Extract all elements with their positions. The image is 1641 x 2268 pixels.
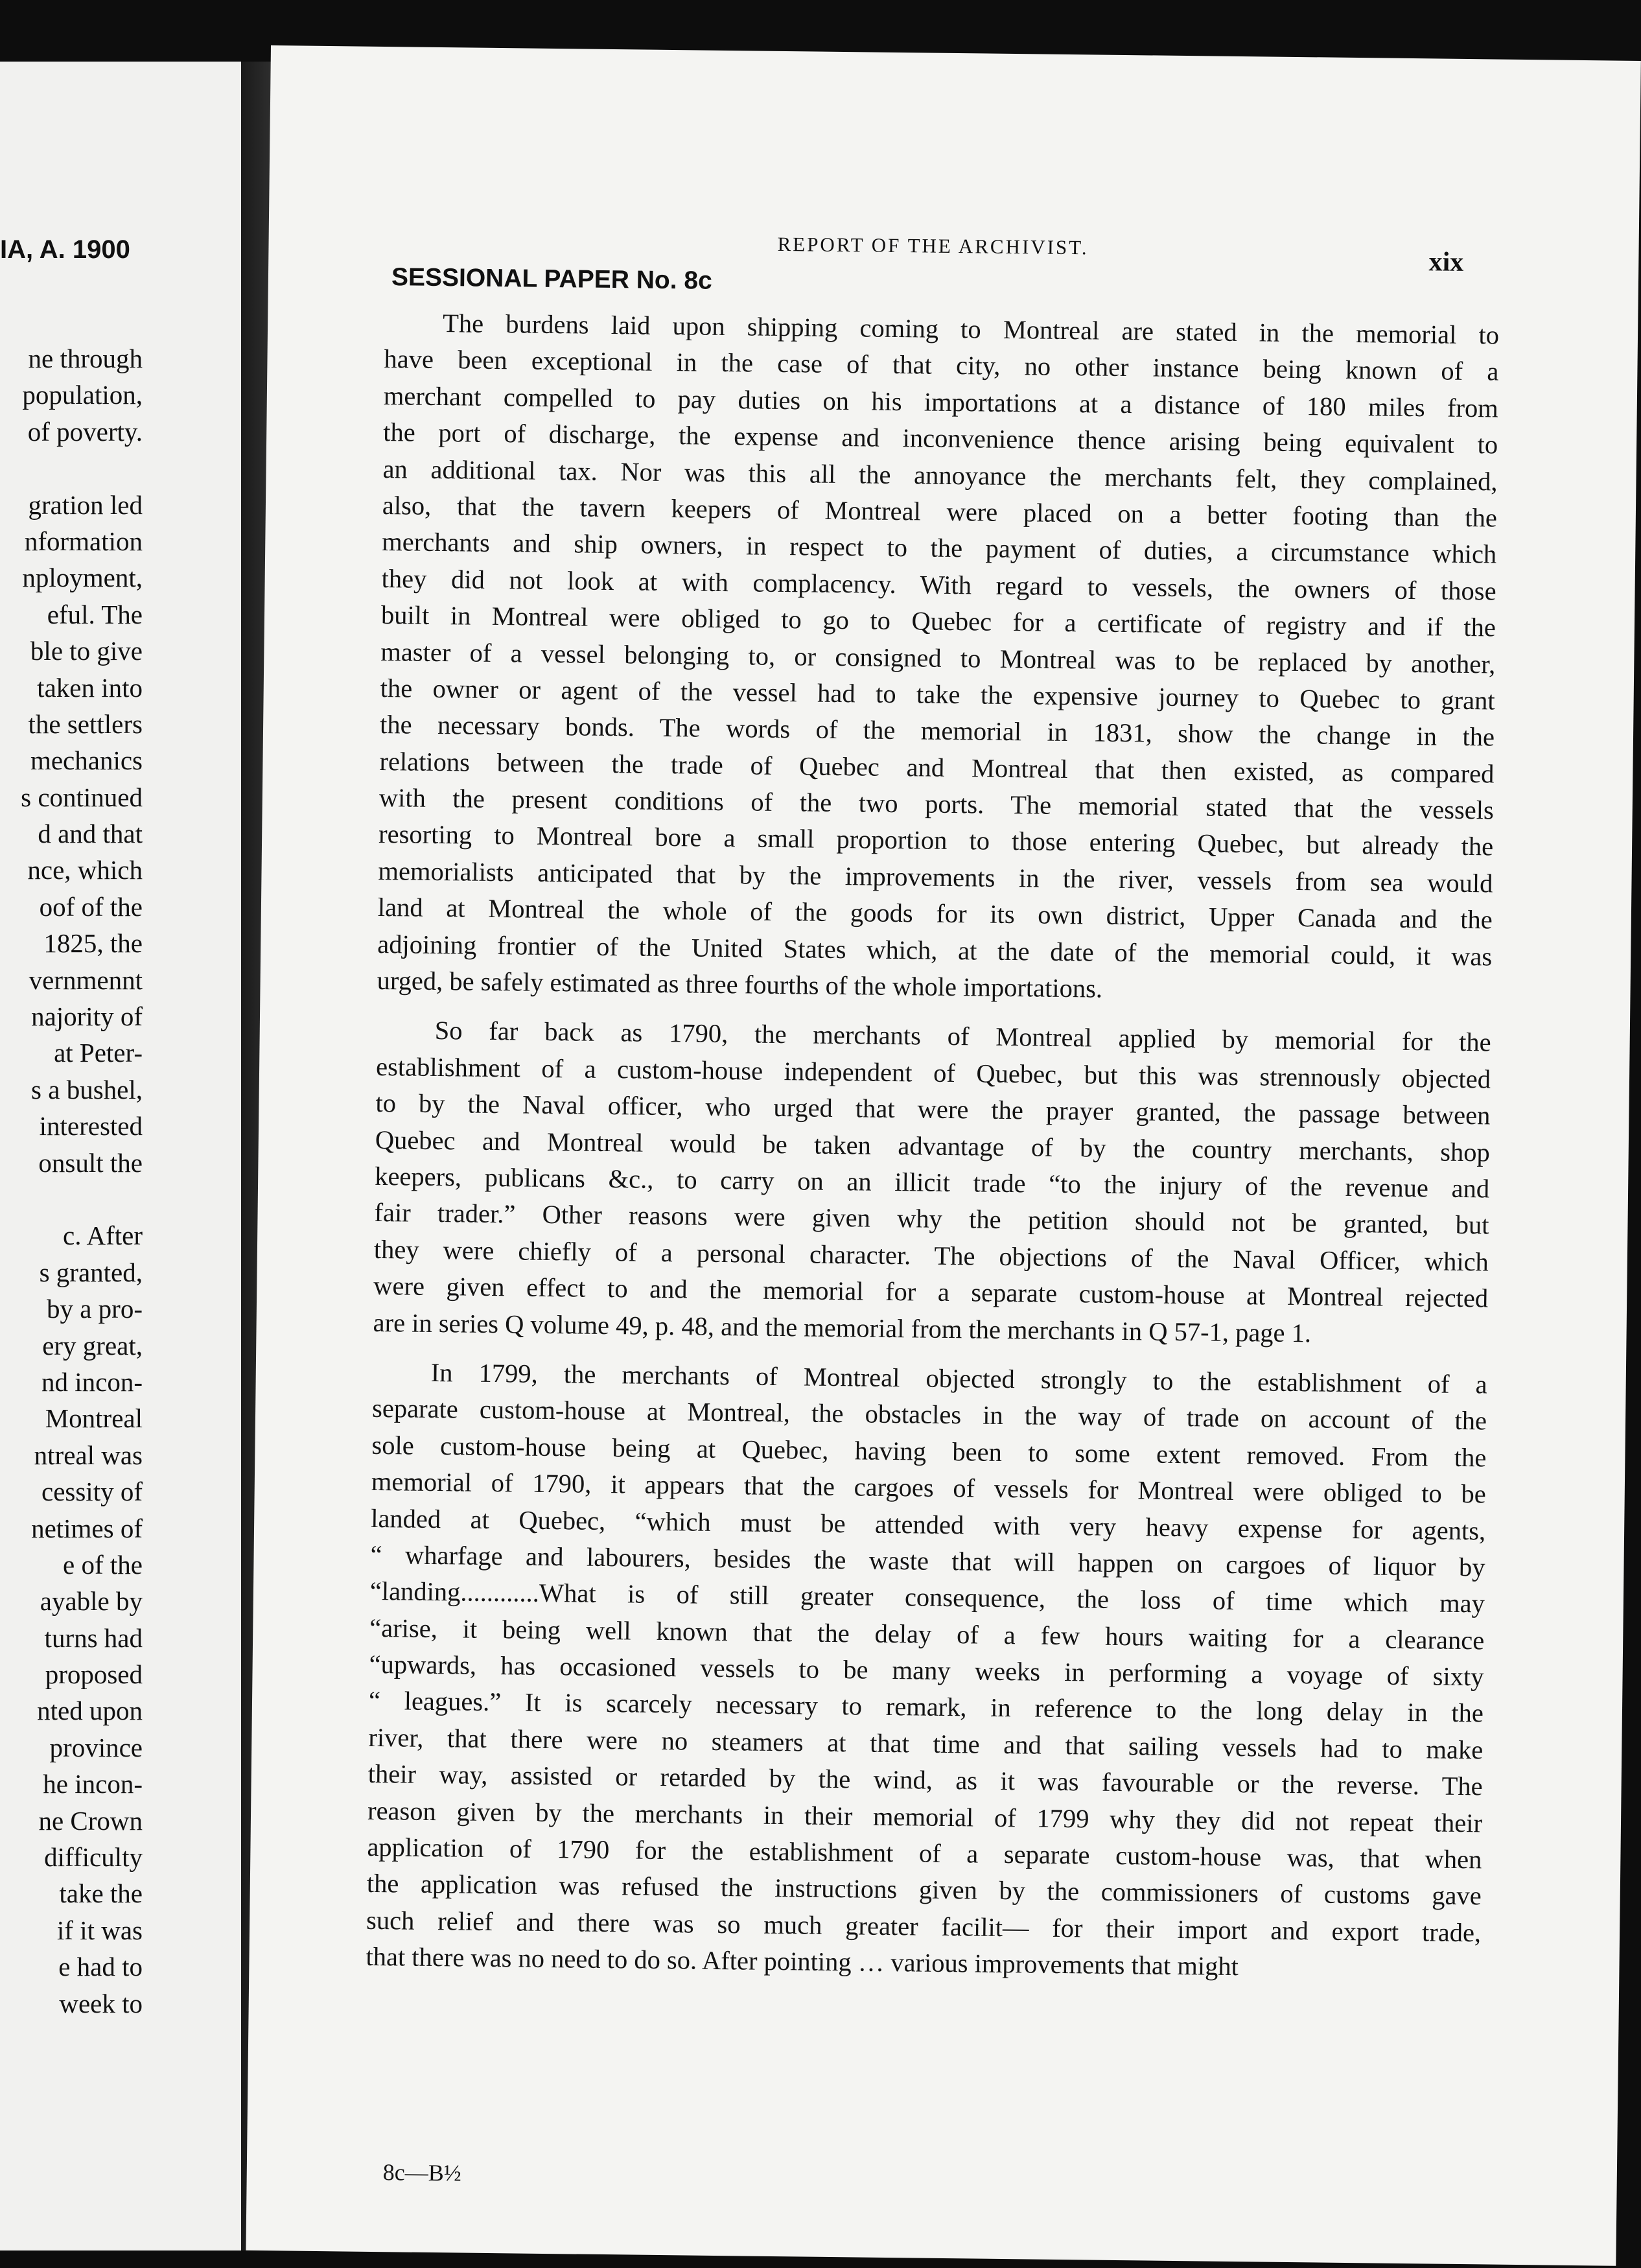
text-line: “ wharfage and labourers, besides the waste that will happen on cargoes of liquor by [370,1539,1485,1582]
text-line: “ leagues.” It is scarcely necessary to remark, in reference to the long delay in the [368,1686,1484,1728]
text-line: they did not look at with complacency. With regard to vessels, the owners of those [381,563,1496,606]
left-text-line: eful. The [47,599,143,629]
left-text-line: proposed [45,1659,143,1690]
text-line: built in Montreal were obliged to go to Quebec for a certificate of registry and if the [380,600,1496,642]
text-line: their way, assisted or retarded by the wind, as it was favourable or the reverse. The [367,1759,1483,1801]
left-text-line: netimes of [31,1513,143,1543]
sessional-paper-heading: SESSIONAL PAPER No. 8c [391,263,713,295]
left-text-line: s a bushel, [31,1074,143,1105]
text-line: such relief and there was so much greater facilit— for their import and export trade, [366,1905,1482,1948]
text-line: establishment of a custom-house independent of Quebec, but this was strennously objected [375,1051,1491,1094]
left-text-line: gration led [28,489,143,520]
left-text-line: d and that [38,819,143,849]
left-text-line [0,1181,143,1217]
right-page [246,45,1640,2266]
text-line: with the present conditions of the two ports. The memorial stated that the vessels [378,783,1494,825]
left-text-line: oof of the [39,891,143,922]
text-line: they were chiefly of a personal character. The objections of the Naval Officer, which [373,1234,1489,1277]
text-line: that there was no need to do so. After pointing … various improvements that might [366,1942,1239,1982]
left-text-line: take the [59,1878,143,1909]
text-line: also, that the tavern keepers of Montreal were placed on a better footing than the [382,490,1498,533]
left-text-line: ntreal was [34,1440,143,1470]
page-body [366,305,1499,2001]
left-text-line: s granted, [39,1257,143,1287]
left-text-line: c. After [63,1221,143,1251]
left-text-line: onsult the [38,1147,143,1178]
text-line: memorialists anticipated that by the improvements in the river, vessels from sea would [378,856,1493,898]
text-line: the port of discharge, the expense and inconvenience thence arising being equivalent to [382,417,1498,460]
text-line: river, that there were no steamers at that time and that sailing vessels had to make [368,1722,1484,1765]
text-line: land at Montreal the whole of the goods for its own district, Upper Canada and the [377,893,1493,935]
text-line: resorting to Montreal bore a small proportion to those entering Quebec, but already the [378,819,1494,861]
text-line: So far back as 1790, the merchants of Montreal applied by memorial for the [434,1016,1491,1057]
paragraph [377,305,1499,1012]
left-text-line: turns had [44,1622,143,1653]
left-text-line: Montreal [45,1403,143,1434]
text-line: “landing............What is of still greater consequence, the loss of time which may [369,1576,1485,1619]
text-line: reason given by the merchants in their memorial of 1799 why they did not repeat their [367,1795,1483,1838]
left-text-line [0,450,143,486]
left-text-line: province [49,1732,143,1762]
text-line: master of a vessel belonging to, or consigned to Montreal was to be replaced by another, [380,637,1496,679]
left-text-line: mechanics [30,745,143,776]
text-line: merchants and ship owners, in respect to the payment of duties, a circumstance which [382,527,1497,569]
left-text-line: population, [22,380,143,410]
left-text-line: cessity of [41,1477,143,1507]
signature-mark: 8c—B½ [382,2159,462,2186]
left-text-line: 1825, the [43,928,143,959]
left-text-line: week to [59,1988,143,2018]
left-text-line: if it was [56,1915,143,1945]
running-head: REPORT OF THE ARCHIVIST. [777,232,1089,259]
text-line: an additional tax. Nor was this all the annoyance the merchants felt, they complained, [382,454,1498,497]
text-line: to by the Naval officer, who urged that were the prayer granted, the passage between [375,1088,1491,1130]
left-text-line: taken into [37,672,143,703]
left-text-line: ne Crown [38,1805,143,1836]
text-line: separate custom-house at Montreal, the obstacles in the way of trade on account of the [371,1394,1487,1436]
left-text-line: ery great, [42,1330,143,1361]
text-line: keepers, publicans &c., to carry on an illicit trade “to the injury of the revenue and [374,1161,1490,1204]
left-text-line: interested [39,1111,143,1141]
text-line: the necessary bonds. The words of the memorial in 1831, show the change in the [379,710,1495,752]
text-line: adjoining frontier of the United States which, at the date of the memorial could, it was [377,929,1493,972]
text-line: In 1799, the merchants of Montreal objected strongly to the establishment of a [430,1357,1487,1399]
text-line: urged, be safely estimated as three fourths of the whole importations. [377,965,1103,1003]
text-line: sole custom-house being at Quebec, having been to some extent removed. From the [371,1430,1487,1473]
text-line: “arise, it being well known that the delay of a few hours waiting for a clearance [369,1613,1485,1655]
left-text-line: nd incon- [41,1366,143,1397]
left-text-line: e had to [58,1952,143,1982]
text-line: have been exceptional in the case of that city, no other instance being known of a [384,344,1499,386]
left-text-line: by a pro- [46,1294,143,1324]
left-text-line: nployment, [22,563,143,593]
left-text-line: e of the [63,1549,143,1580]
text-line: application of 1790 for the establishment of a separate custom-house was, that when [367,1832,1482,1875]
left-text-line: nted upon [37,1696,143,1726]
text-line: landed at Quebec, “which must be attended with very heavy expense for agents, [370,1503,1486,1545]
left-text-line: najority of [31,1001,143,1032]
left-text-line: nce, which [27,855,143,885]
text-line: the application was refused the instructions given by the commissioners of customs gave [366,1869,1482,1911]
text-line: the owner or agent of the vessel had to take the expensive journey to Quebec to grant [380,673,1495,716]
text-line: were given effect to and the memorial for a separate custom-house at Montreal rejected [373,1271,1489,1313]
left-text-line: he incon- [43,1769,143,1799]
text-line: The burdens laid upon shipping coming to Montreal are stated in the memorial to [442,309,1500,350]
left-text-line: of poverty. [27,416,143,447]
left-text-line: at Peter- [54,1038,143,1068]
text-line: “upwards, has occasioned vessels to be many weeks in performing a voyage of sixty [369,1649,1484,1692]
left-text-line: nformation [24,526,143,556]
left-page [0,62,241,2250]
text-line: relations between the trade of Quebec and Montreal that then existed, as compared [379,746,1495,789]
left-page-header: IA, A. 1900 [0,235,130,264]
page-number: xix [1428,247,1464,277]
left-text-line: vernmennt [29,964,143,995]
left-text-line: ayable by [40,1586,143,1617]
left-text-line: ne through [28,344,143,373]
text-line: Quebec and Montreal would be taken advantage of by the country merchants, shop [375,1125,1491,1167]
left-page-text [0,340,143,2022]
paragraph [366,1354,1487,1988]
left-text-line: the settlers [28,708,143,739]
text-line: merchant compelled to pay duties on his importations at a distance of 180 miles from [383,380,1499,423]
left-text-line: s continued [21,782,143,812]
paragraph [373,1012,1491,1353]
text-line: fair trader.” Other reasons were given why the petition should not be granted, but [374,1198,1489,1240]
text-line: memorial of 1790, it appears that the cargoes of vessels for Montreal were obliged to be [371,1467,1487,1509]
left-text-line: ble to give [30,636,143,666]
left-text-line: difficulty [44,1842,143,1873]
text-line: are in series Q volume 49, p. 48, and the memorial from the merchants in Q 57-1, page 1. [373,1307,1312,1348]
